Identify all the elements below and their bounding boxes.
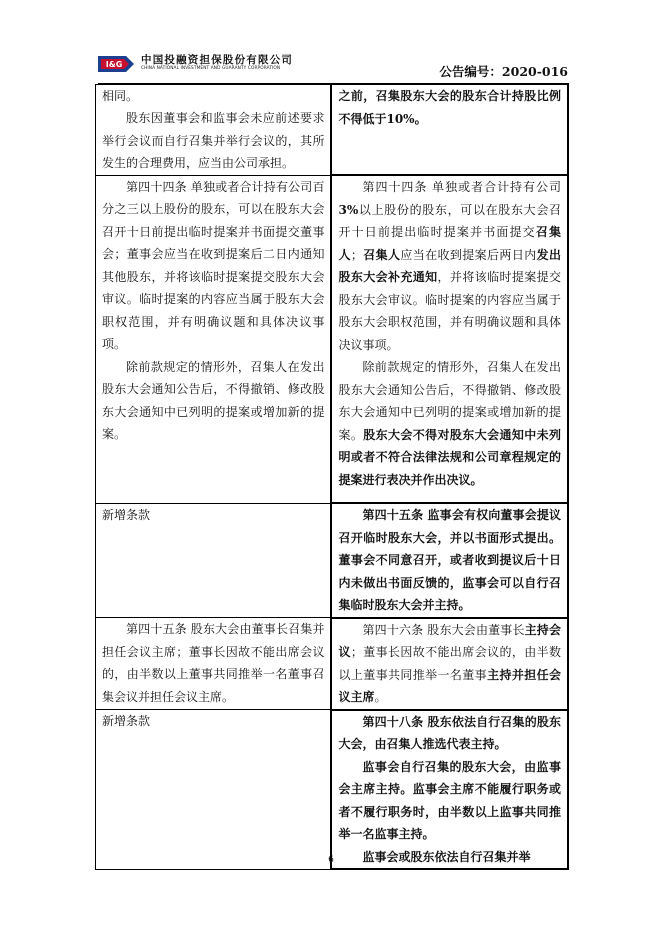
clause-text: 监事会或股东依法自行召集并举 bbox=[362, 849, 531, 864]
table-row bbox=[96, 175, 569, 503]
clause-text: 监事会自行召集的股东大会，由监事会主席主持。监事会主席不能履行职务或者不履行职务时，由半数以上监事共同推举一名监事主持。 bbox=[338, 759, 561, 841]
revised-clause-cell bbox=[331, 710, 568, 870]
text-span: ； bbox=[350, 247, 363, 262]
original-clause-cell bbox=[96, 175, 332, 503]
text-span: ；董事长因故不能出席会议的，由半数以上董事共同推举一名董事 bbox=[338, 645, 561, 682]
revised-clause-cell bbox=[331, 503, 568, 618]
text-span: 除前款规定的情形外，召集人在发出股东大会通知公告后，不得撤销、修改股东大会通知中已列明的提案或增加新的提案。 bbox=[338, 360, 561, 442]
clause-text: 第四十五条 监事会有权向董事会提议召开临时股东大会，并以书面形式提出。董事会不同意召开，或者收到提议后十日内未做出书面反馈的，监事会可以自行召集临时股东大会并主持。 bbox=[338, 508, 561, 612]
revised-clause-cell bbox=[331, 84, 568, 175]
text-span-bold: 主持并担任会议主席 bbox=[338, 667, 561, 704]
comparison-table bbox=[95, 83, 569, 870]
revised-clause-cell bbox=[331, 175, 568, 503]
table-row bbox=[96, 84, 569, 175]
text-span: 以上股份的股东，可以在股东大会召开十日前提出临时提案并书面提交 bbox=[338, 202, 561, 239]
text-span: 应当在收到提案后两日内 bbox=[400, 247, 537, 262]
clause-text bbox=[338, 176, 561, 356]
text-span: ，并将该临时提案提交股东大会审议。临时提案的内容应当属于股东大会职权范围，并有明确议题和具体决议事项。 bbox=[338, 270, 561, 352]
text-span-bold: 召集人 bbox=[362, 247, 401, 262]
clause-text: 第四十八条 股东依法自行召集的股东大会，由召集人推选代表主持。 bbox=[338, 714, 561, 751]
company-name-en: CHINA NATIONAL INVESTMENT AND GUARANTY CORPORATION bbox=[141, 66, 281, 71]
text-span-bold: 主持会议 bbox=[338, 622, 561, 659]
text-span: 第四十六条 股东大会由董事长 bbox=[362, 622, 525, 637]
clause-text: 新增条款 bbox=[102, 714, 151, 728]
clause-text: 相同。 bbox=[102, 88, 139, 103]
text-span-bold: 3% bbox=[338, 202, 359, 217]
table-row bbox=[96, 618, 569, 710]
clause-text: 除前款规定的情形外，召集人在发出股东大会通知公告后，不得撤销、修改股东大会通知中已列明的提案或增加新的提案。 bbox=[102, 359, 325, 441]
clause-text bbox=[338, 356, 561, 491]
original-clause-cell bbox=[96, 618, 332, 710]
company-logo bbox=[98, 52, 134, 76]
text-span: 。 bbox=[374, 690, 387, 704]
clause-text: 第四十四条 单独或者合计持有公司百分之三以上股份的股东，可以在股东大会召开十日前提出临时提案并书面提交董事会；董事会应当在收到提案后二日内通知其他股东，并将该临时提案提交股东大会审议。临时提案的内容应当属于股东大会职权范围，并有明确议题和具体决议事项。 bbox=[102, 179, 325, 351]
text-span-bold: 发出股东大会补充通知 bbox=[338, 247, 561, 284]
table-row bbox=[96, 503, 569, 618]
page-number: 6 bbox=[328, 855, 334, 865]
clause-text: 新增条款 bbox=[102, 507, 151, 522]
company-name-cn: 中国投融资担保股份有限公司 bbox=[141, 54, 294, 66]
original-clause-cell bbox=[96, 503, 332, 618]
clause-text: 第四十五条 股东大会由董事长召集并担任会议主席；董事长因故不能出席会议的，由半数以上董事共同推举一名董事召集会议并担任会议主席。 bbox=[102, 622, 325, 704]
table-row bbox=[96, 710, 569, 870]
revised-clause-cell bbox=[331, 618, 568, 710]
announcement-number: 公告编号：2020-016 bbox=[439, 64, 568, 79]
original-clause-cell bbox=[96, 710, 332, 870]
original-clause-cell bbox=[96, 84, 332, 175]
text-span: 第四十四条 单独或者合计持有公司 bbox=[362, 180, 561, 194]
clause-text: 之前，召集股东大会的股东合计持股比例不得低于10%。 bbox=[338, 89, 561, 126]
page-header bbox=[98, 50, 568, 82]
text-span-bold: 股东大会不得对股东大会通知中未列明或者不符合法律法规和公司章程规定的提案进行表决并作出决议。 bbox=[338, 427, 561, 487]
clause-text: 股东因董事会和监事会未应前述要求举行会议而自行召集并举行会议的，其所发生的合理费用，应当由公司承担。 bbox=[102, 111, 325, 170]
clause-text bbox=[338, 619, 561, 709]
logo-text: I&G bbox=[105, 60, 123, 69]
text-span-bold: 召集人 bbox=[338, 225, 561, 262]
